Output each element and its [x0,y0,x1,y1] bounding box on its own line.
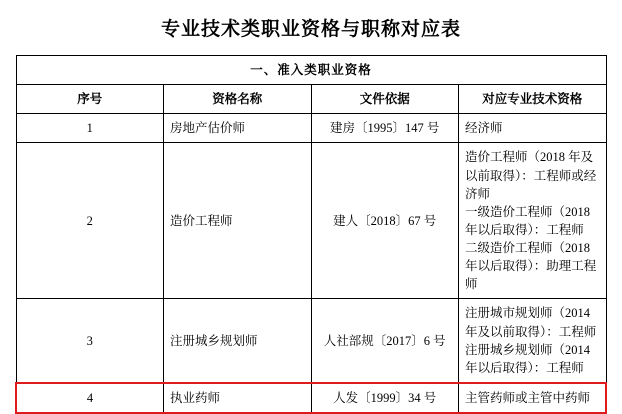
row-document-basis: 建人〔2018〕67 号 [311,143,459,299]
corresponding-line: 注册城市规划师（2014 年及以前取得）：工程师 [465,306,597,339]
row-corresponding [459,383,607,413]
row-qualification-name: 注册城乡规划师 [164,299,312,383]
column-header-name: 资格名称 [164,85,312,114]
row-index: 3 [16,299,164,383]
row-corresponding [459,143,607,299]
table-body [16,56,606,414]
qualification-table [15,55,607,414]
row-index: 1 [16,114,164,143]
column-header-doc: 文件依据 [311,85,459,114]
table-header-row [16,85,606,114]
row-qualification-name: 房地产估价师 [164,114,312,143]
row-index: 2 [16,143,164,299]
corresponding-line: 注册城乡规划师（2014 年以后取得）：工程师 [465,342,591,375]
corresponding-line: 一级造价工程师（2018 年以后取得）：工程师 [465,204,591,237]
row-qualification-name: 造价工程师 [164,143,312,299]
row-document-basis: 建房〔1995〕147 号 [311,114,459,143]
table-row [16,114,606,143]
section-title: 一、准入类职业资格 [16,56,606,85]
column-header-corresponding: 对应专业技术资格 [459,85,607,114]
row-index: 4 [16,383,164,413]
row-document-basis: 人发〔1999〕34 号 [311,383,459,413]
table-row-highlighted [16,383,606,413]
corresponding-line: 主管药师或主管中药师 [465,390,591,405]
row-document-basis: 人社部规〔2017〕6 号 [311,299,459,383]
column-header-index: 序号 [16,85,164,114]
corresponding-line: 经济师 [465,121,503,136]
corresponding-line: 造价工程师（2018 年及以前取得）：工程师或经济师 [465,150,597,201]
row-corresponding [459,114,607,143]
row-qualification-name: 执业药师 [164,383,312,413]
table-row [16,143,606,299]
table-row [16,299,606,383]
section-header-row [16,56,606,85]
row-corresponding [459,299,607,383]
corresponding-line: 二级造价工程师（2018 年以后取得）：助理工程师 [465,241,597,292]
page-title: 专业技术类职业资格与职称对应表 [160,19,461,40]
